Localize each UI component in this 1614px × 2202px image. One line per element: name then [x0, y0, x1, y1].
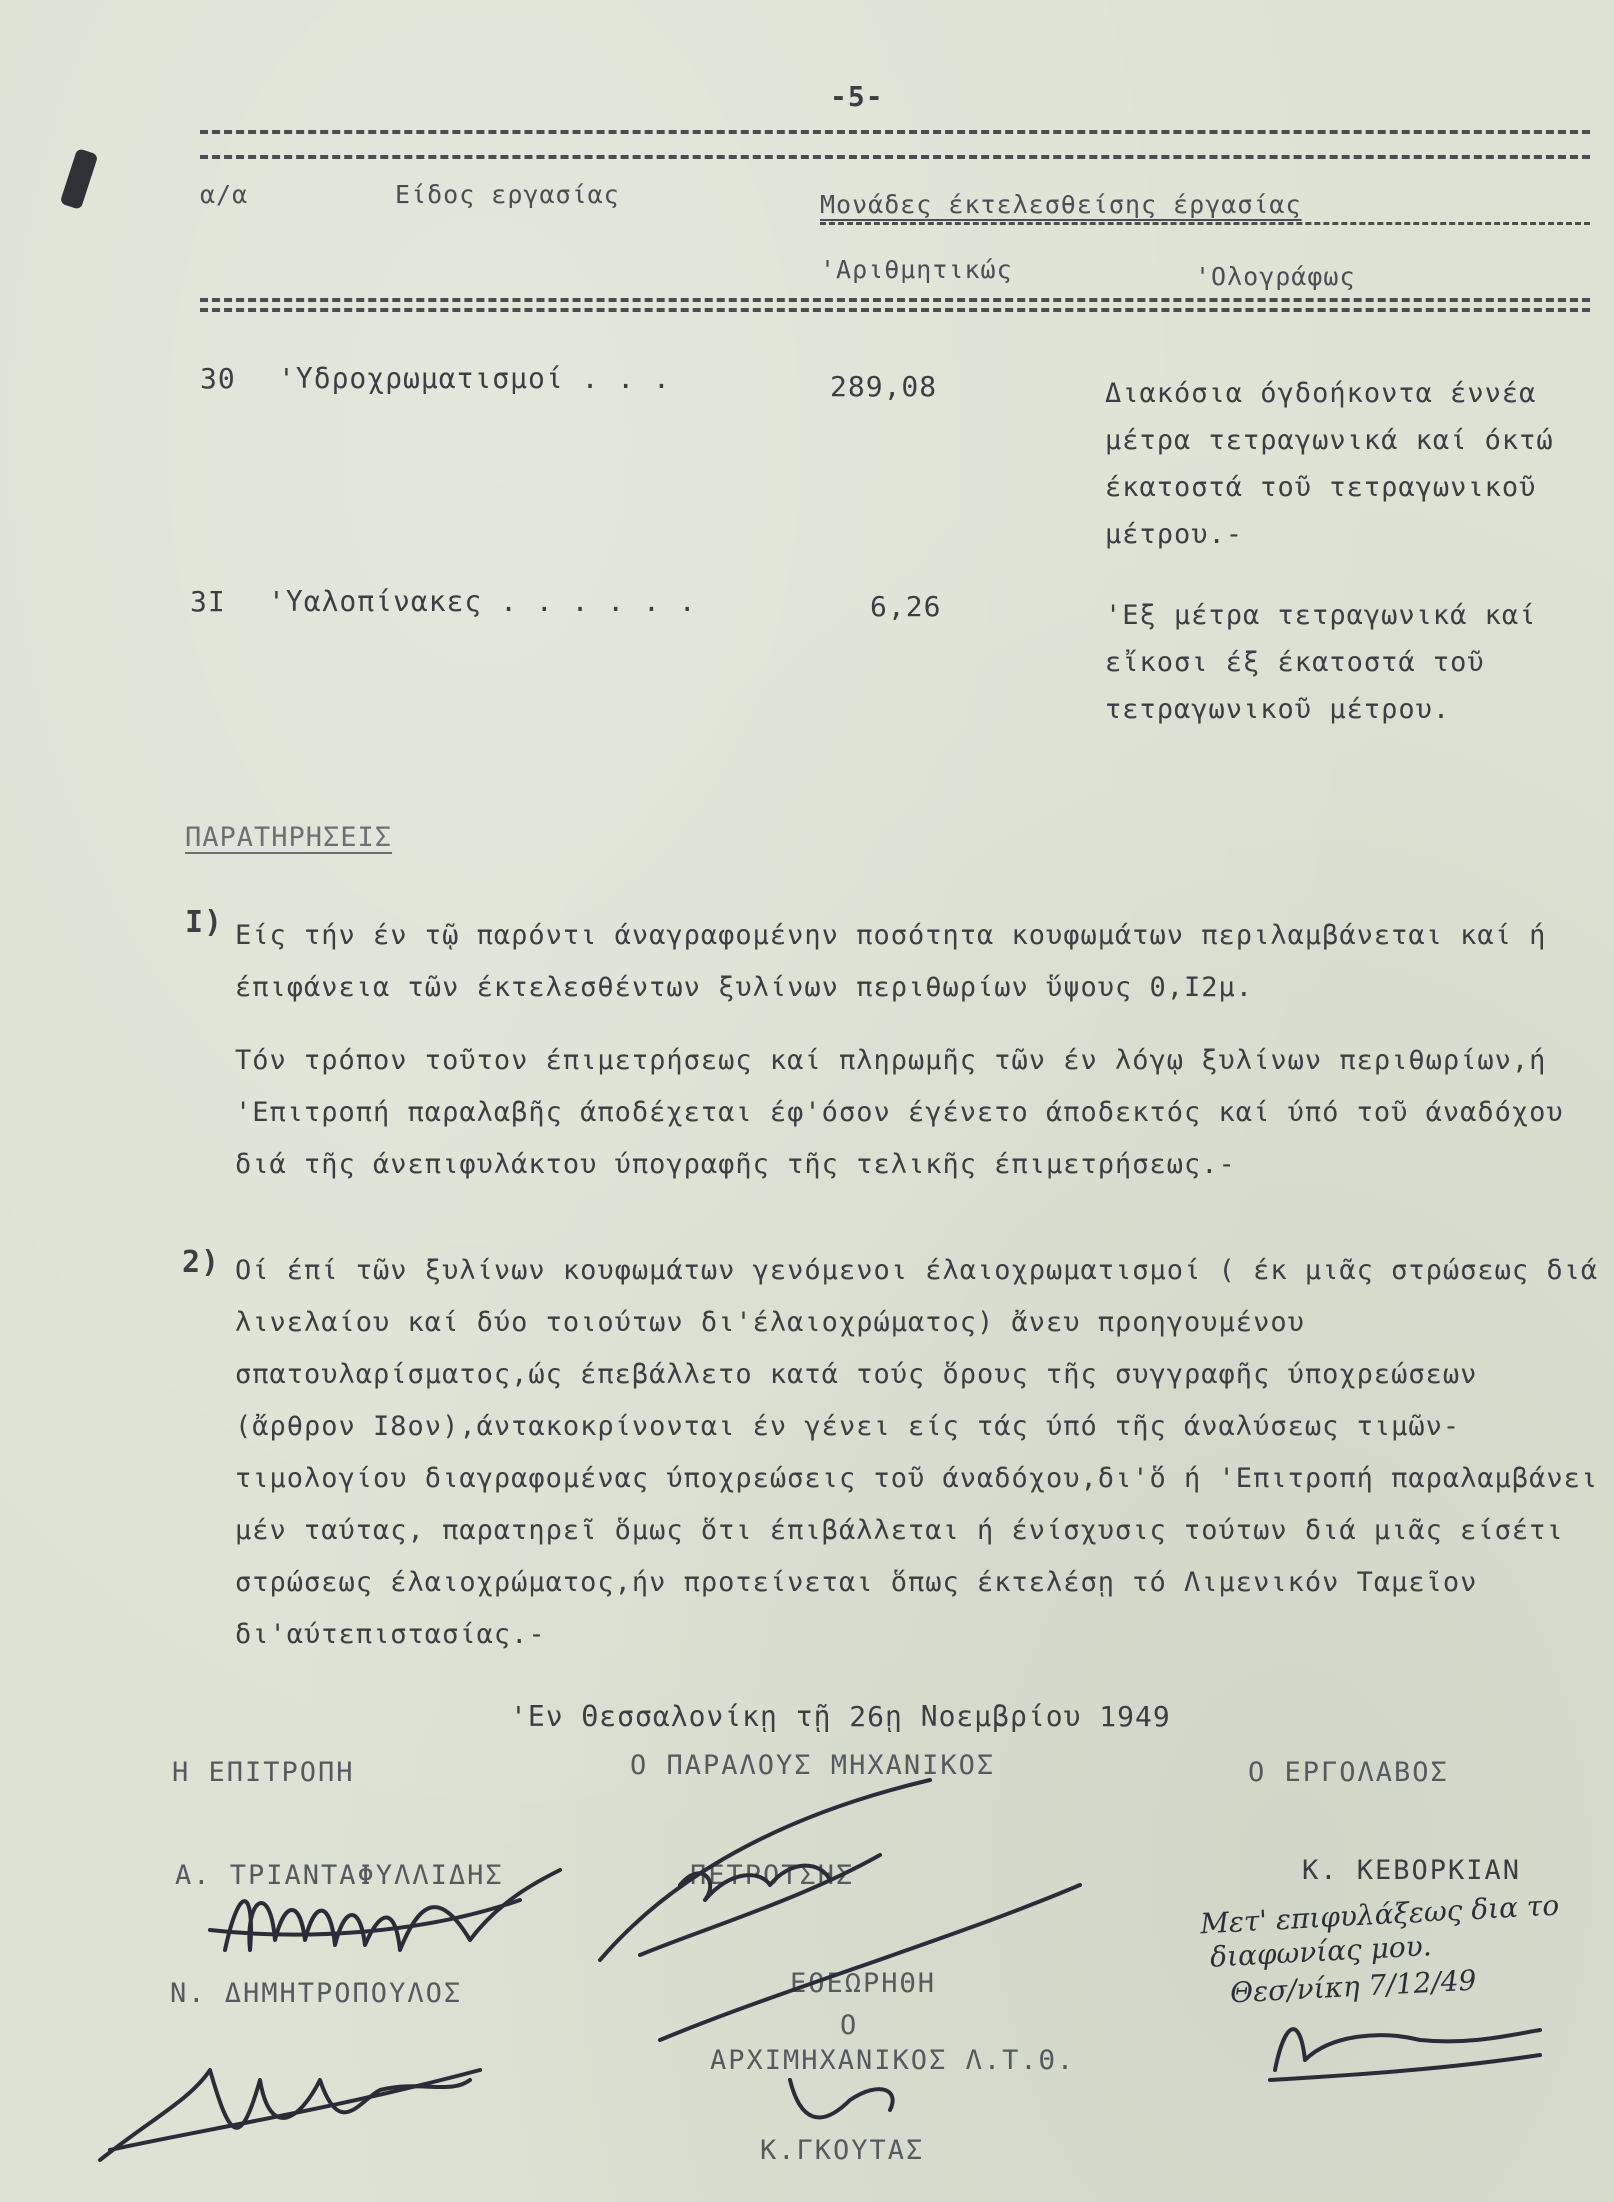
contractor-handnote: διαφωνίας μου. [1209, 1929, 1433, 1974]
remark-marker: 2) [182, 1245, 221, 1280]
committee-title: Η ΕΠΙΤΡΟΠΗ [172, 1757, 355, 1788]
remark-marker: I) [185, 905, 224, 940]
signature-contractor [1275, 2029, 1540, 2070]
table-row-words: 'Εξ μέτρα τετραγωνικά καί εἴκοσι έξ έκατοστά τοῦ τετραγωνικοῦ μέτρου. [1105, 600, 1537, 725]
place-date: 'Εν Θεσσαλονίκῃ τῇ 26ῃ Νοεμβρίου 1949 [510, 1700, 1171, 1733]
approval-title: ΕΘΕΩΡΗΘΗ [790, 1968, 937, 1999]
remarks-title: ΠΑΡΑΤΗΡΗΣΕΙΣ [185, 822, 393, 853]
table-row-no: 30 [200, 362, 236, 395]
contractor-name: Κ. ΚΕΒΟΡΚΙΑΝ [1302, 1855, 1522, 1886]
page-number: -5- [830, 80, 884, 113]
approval-name: Κ.ΓΚΟΥΤΑΣ [760, 2135, 925, 2166]
signature-approval [660, 1885, 1080, 2040]
signature-triantafyllidis [225, 1870, 560, 1950]
engineer-title: Ο ΠΑΡΑΛΟΥΣ ΜΗΧΑΝΙΚΟΣ [630, 1750, 996, 1781]
committee-member: Ν. ΔΗΜΗΤΡΟΠΟΥΛΟΣ [170, 1978, 463, 2009]
header-col-words: 'Ολογράφως [1195, 262, 1356, 291]
header-col-numeric: 'Αριθμητικώς [820, 255, 1013, 284]
contractor-title: Ο ΕΡΓΟΛΑΒΟΣ [1248, 1757, 1449, 1788]
engineer-name: ΠΕΤΡΟΤΣΗΣ [690, 1860, 855, 1891]
header-col-no: α/α [200, 180, 249, 209]
approval-role: ΑΡΧΙΜΗΧΑΝΙΚΟΣ Λ.Τ.Θ. [710, 2045, 1076, 2076]
remark-paragraph: Είς τήν έν τῷ παρόντι άναγραφομένην ποσότητα κουφωμάτων περιλαμβάνεται καί ή έπιφάνεια τῶν έκτελεσθέντων ξυλίνων περιθωρίων ὕψους 0,I2μ. [235, 920, 1547, 1003]
contractor-handnote: Θεσ/νίκη 7/12/49 [1229, 1963, 1478, 2010]
table-row-numeric: 6,26 [870, 590, 942, 623]
signature-engineer [600, 1780, 930, 1960]
table-row-no: 3I [190, 585, 226, 618]
table-row-numeric: 289,08 [830, 370, 938, 403]
header-col-units: Μονάδες έκτελεσθείσης έργασίας [820, 190, 1302, 219]
remark-paragraph: Οί έπί τῶν ξυλίνων κουφωμάτων γενόμενοι έλαιοχρωματισμοί ( έκ μιᾶς στρώσεως διά λινελαίου καί δύο τοιούτων δι'έλαιοχρώματος) ἄνευ προηγουμένου σπατουλαρίσματος,ώς έπεβάλλετο κατά τούς ὅρους τῆς συγγραφῆς ύποχρεώσεων (ἄρθρον I8ον),άντακοκρίνονται έν γένει είς τάς ύπό τῆς άναλύσεως τιμῶν-τιμολογίου διαγραφομένας ύποχρεώσεις τοῦ άναδόχου,δι'ὅ ή 'Επιτροπή παραλαμβάνει μέν ταύτας, παρατηρεῖ ὅμως ὅτι έπιβάλλεται ή ένίσχυσις τούτων διά μιᾶς είσέτι στρώσεως έλαιοχρώματος,ήν προτείνεται ὅπως έκτελέσῃ τό Λιμενικόν Ταμεῖον δι'αύτεπιστασίας.- [235, 1255, 1599, 1650]
table-row-type: 'Υδροχρωματισμοί . . . [278, 362, 671, 395]
table-row-type: 'Υαλοπίνακες . . . . . . [268, 585, 697, 618]
contractor-handnote: Μετ' επιφυλάξεως δια το [1199, 1888, 1560, 1941]
remark-paragraph: Τόν τρόπον τοῦτον έπιμετρήσεως καί πληρωμῆς τῶν έν λόγῳ ξυλίνων περιθωρίων,ή 'Επιτροπή παραλαβῆς άποδέχεται έφ'όσον έγένετο άποδεκτός καί ύπό τοῦ άναδόχου διά τῆς άνεπιφυλάκτου ύπογραφῆς τῆς τελικῆς έπιμετρήσεως.- [235, 1045, 1564, 1180]
committee-member: Α. ΤΡΙΑΝΤΑΦΥΛΛΙΔΗΣ [175, 1860, 504, 1891]
approval-sub: Ο [840, 2010, 859, 2041]
table-row-words: Διακόσια όγδοήκοντα έννέα μέτρα τετραγωνικά καί όκτώ έκατοστά τοῦ τετραγωνικοῦ μέτρου.- [1105, 378, 1554, 550]
header-col-type: Είδος εργασίας [395, 180, 620, 209]
